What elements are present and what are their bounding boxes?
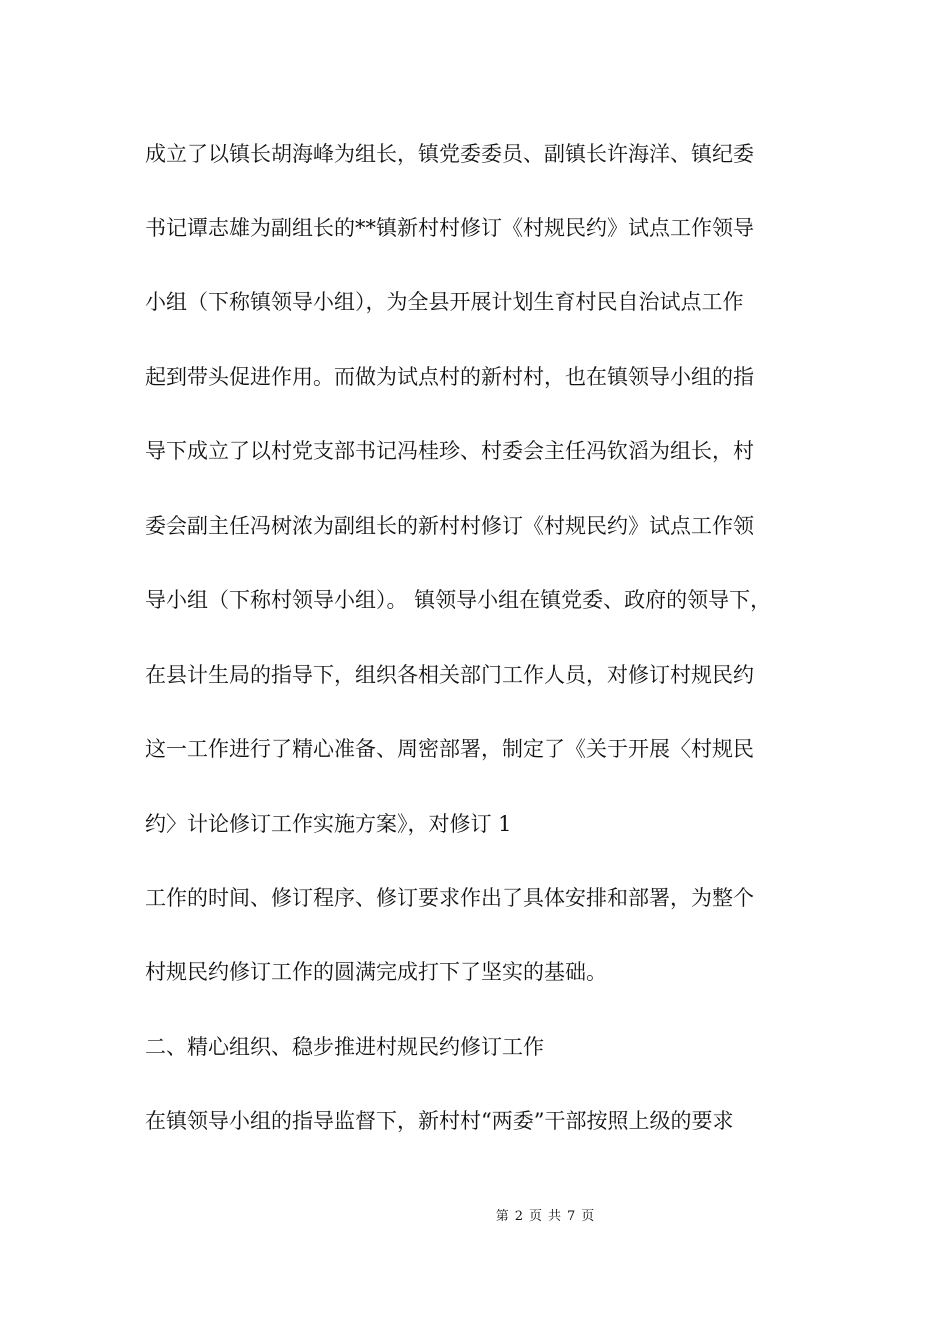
body-line-8: 在县计生局的指导下，组织各相关部门工作人员，对修订村规民约 <box>145 663 754 687</box>
body-line-6: 委会副主任冯树浓为副组长的新村村修订《村规民约》试点工作领 <box>145 514 754 538</box>
footer-prefix: 第 <box>495 1209 509 1224</box>
body-line-14: 在镇领导小组的指导监督下，新村村“两委”干部按照上级的要求 <box>145 1109 734 1133</box>
body-line-7: 导小组（下称村领导小组）。 镇领导小组在镇党委、政府的领导下， <box>145 588 772 612</box>
body-line-1: 成立了以镇长胡海峰为组长，镇党委委员、副镇长许海洋、镇纪委 <box>145 142 754 166</box>
footer-page-word: 页 <box>528 1209 542 1224</box>
body-line-5: 导下成立了以村党支部书记冯桂珍、村委会主任冯钦滔为组长，村 <box>145 439 754 463</box>
body-line-12: 村规民约修订工作的圆满完成打下了坚实的基础。 <box>145 960 607 984</box>
body-line-4: 起到带头促进作用。而做为试点村的新村村，也在镇领导小组的指 <box>145 365 754 389</box>
body-line-10: 约〉计论修订工作实施方案》，对修订 1 <box>145 812 512 836</box>
body-line-2: 书记谭志雄为副组长的**镇新村村修订《村规民约》试点工作领导 <box>145 216 754 240</box>
section-heading: 二、精心组织、稳步推进村规民约修订工作 <box>145 1035 544 1059</box>
footer-suffix: 页 <box>581 1209 595 1224</box>
body-line-3: 小组（下称镇领导小组），为全县开展计划生育村民自治试点工作 <box>145 290 744 314</box>
body-line-11: 工作的时间、修订程序、修订要求作出了具体安排和部署，为整个 <box>145 886 754 910</box>
footer-total-word: 共 <box>548 1209 562 1224</box>
footer-total-pages: 7 <box>567 1209 576 1224</box>
page-footer <box>0 1207 950 1227</box>
body-line-9: 这一工作进行了精心准备、周密部署，制定了《关于开展〈村规民 <box>145 737 754 761</box>
footer-current-page: 2 <box>514 1209 523 1224</box>
